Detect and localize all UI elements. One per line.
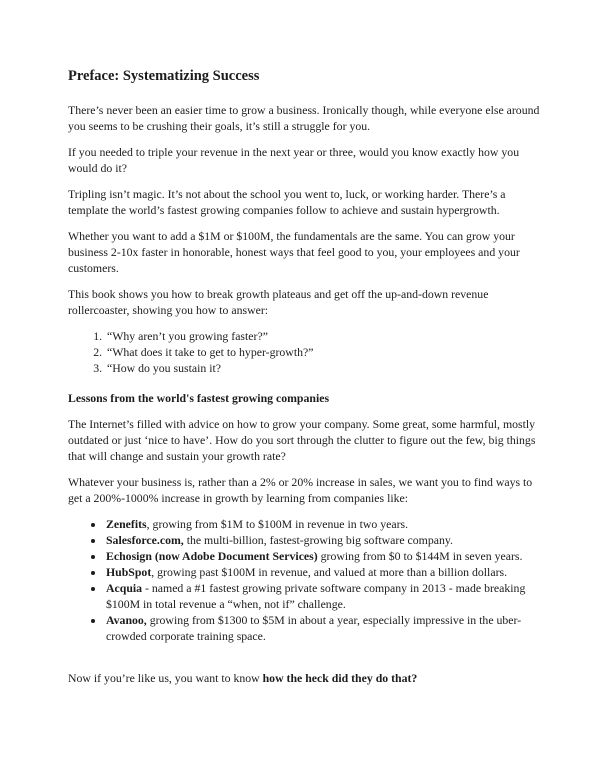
page-title: Preface: Systematizing Success <box>68 68 260 84</box>
company-item-acquia <box>105 580 540 612</box>
closing-bold-text: how the heck did they do that? <box>262 671 418 685</box>
company-description: growing from $0 to $144M in seven years. <box>317 549 523 563</box>
closing-text: Now if you’re like us, you want to know <box>68 671 263 685</box>
question-item-sustain: 3. “How do you sustain it? <box>105 360 540 376</box>
paragraph-triple-revenue: If you needed to triple your revenue in the next year or three, would you know exactly how you would do it? <box>68 145 520 175</box>
paragraph-fundamentals: Whether you want to add a $1M or $100M, the fundamentals are the same. You can grow your business 2-10x faster in honorable, honest ways that feel good to you, your employees and your customers. <box>68 229 520 275</box>
company-item-avanoo <box>105 612 540 644</box>
company-item-zenefits <box>105 516 540 532</box>
company-item-salesforce <box>105 532 540 548</box>
company-description: - named a #1 fastest growing private software company in 2013 - made breaking $100M in total revenue a “when, not if” challenge. <box>106 581 526 611</box>
paragraph-growth-increase: Whatever your business is, rather than a 2% or 20% increase in sales, we want you to find ways to get a 200%-1000% increase in growth by learning from companies like: <box>68 475 533 505</box>
question-item-growing-faster: 1. “Why aren’t you growing faster?” <box>105 328 540 344</box>
paragraph-intro: There’s never been an easier time to grow a business. Ironically though, while everyone else around you seems to be crushing their goals, it’s still a struggle for you. <box>68 103 540 133</box>
paragraph-tripling-not-magic: Tripling isn’t magic. It’s not about the school you went to, luck, or working harder. There’s a template the world’s fastest growing companies follow to achieve and sustain hypergrowth. <box>68 187 506 217</box>
company-item-echosign <box>105 548 540 564</box>
question-item-hyper-growth: 2. “What does it take to get to hyper-growth?” <box>105 344 540 360</box>
paragraph-internet-advice: The Internet’s filled with advice on how to grow your company. Some great, some harmful, mostly outdated or just ‘nice to have’. How do you sort through the clutter to figure out the few, big things that will change and sustain your growth rate? <box>68 417 536 463</box>
company-name: Avanoo, <box>106 613 147 627</box>
company-name: Acquia <box>106 581 143 595</box>
company-name: Salesforce.com, <box>106 533 184 547</box>
section-heading-lessons: Lessons from the world's fastest growing companies <box>68 391 330 405</box>
paragraph-book-promise: This book shows you how to break growth plateaus and get off the up-and-down revenue rollercoaster, showing you how to answer: <box>68 287 489 317</box>
company-item-hubspot <box>105 564 540 580</box>
company-description: growing from $1300 to $5M in about a year, especially impressive in the uber-crowded corporate training space. <box>106 613 522 643</box>
company-name: HubSpot <box>106 565 152 579</box>
paragraph-closing <box>68 670 540 686</box>
company-description: , growing past $100M in revenue, and valued at more than a billion dollars. <box>151 565 508 579</box>
questions-list <box>68 328 540 376</box>
company-name: Zenefits <box>106 517 147 531</box>
company-description: , growing from $1M to $100M in revenue in two years. <box>146 517 409 531</box>
company-description: the multi-billion, fastest-growing big software company. <box>183 533 453 547</box>
companies-list <box>68 516 540 644</box>
company-name: Echosign (now Adobe Document Services) <box>106 549 318 563</box>
